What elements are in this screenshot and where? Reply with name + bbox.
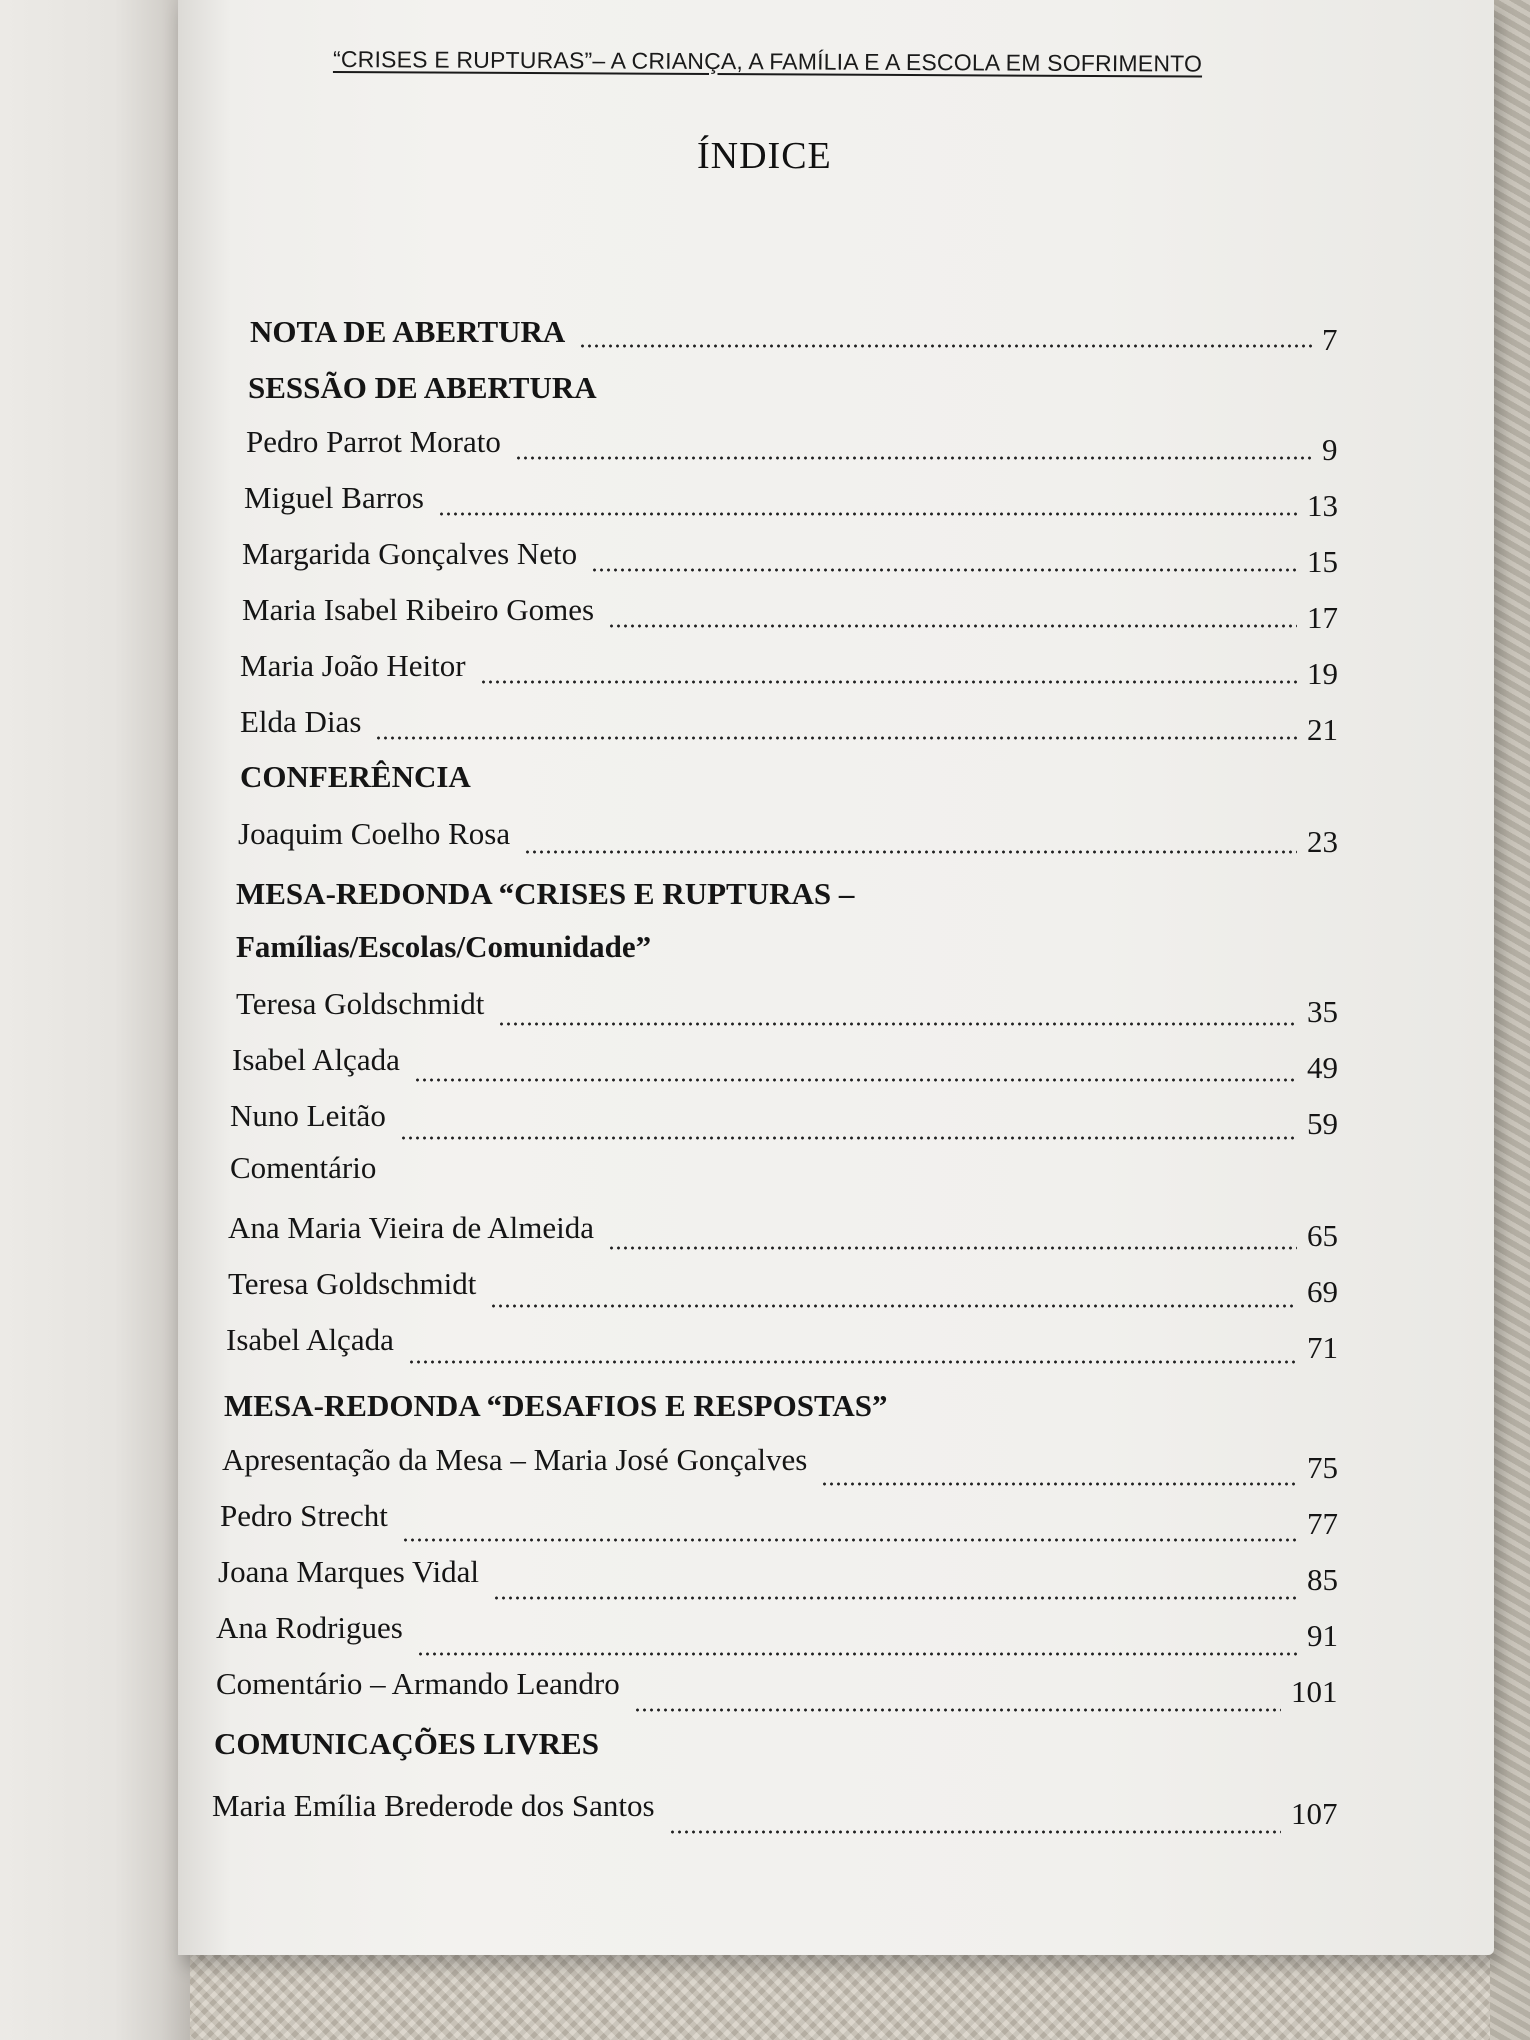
- toc-entry: [240, 702, 1338, 747]
- toc-entry-label: Ana Rodrigues: [216, 1610, 403, 1645]
- toc-entry-label: SESSÃO DE ABERTURA: [248, 370, 597, 405]
- toc-entry-page: 101: [1291, 1674, 1338, 1709]
- toc-entry-page: 75: [1307, 1450, 1338, 1485]
- toc-entry-label: Pedro Strecht: [220, 1498, 388, 1533]
- toc-entry-page: 7: [1322, 322, 1338, 357]
- dot-leader: [400, 1136, 1297, 1140]
- toc-entry: [216, 1664, 1338, 1709]
- toc-entry-label: Apresentação da Mesa – Maria José Gonçalves: [222, 1442, 808, 1477]
- dot-leader: [579, 344, 1312, 348]
- dot-leader: [608, 624, 1297, 628]
- dot-leader: [821, 1482, 1297, 1486]
- dot-leader: [417, 1652, 1297, 1656]
- toc-entry-page: 91: [1307, 1618, 1338, 1653]
- toc-entry-label: Teresa Goldschmidt: [236, 986, 485, 1021]
- toc-entry-page: 107: [1291, 1796, 1338, 1831]
- toc-entry: [226, 1320, 1338, 1365]
- toc-entry-page: 21: [1307, 712, 1338, 747]
- toc-entry-page: 49: [1307, 1050, 1338, 1085]
- dot-leader: [498, 1022, 1297, 1026]
- toc-entry-label: Famílias/Escolas/Comunidade”: [236, 929, 652, 964]
- toc-entry: [244, 478, 1338, 523]
- dot-leader: [490, 1304, 1297, 1308]
- toc-entry-page: 71: [1307, 1330, 1338, 1365]
- toc-entry-page: 15: [1307, 544, 1338, 579]
- toc-entry: [246, 422, 1338, 467]
- toc-entry-page: 17: [1307, 600, 1338, 635]
- toc-entry-label: CONFERÊNCIA: [240, 759, 471, 794]
- dot-leader: [493, 1596, 1297, 1600]
- toc-entry-page: 13: [1307, 488, 1338, 523]
- dot-leader: [402, 1538, 1297, 1542]
- toc-entry-page: 23: [1307, 824, 1338, 859]
- toc-entry: [220, 1496, 1338, 1541]
- toc-entry-page: 19: [1307, 656, 1338, 691]
- toc-entry: [238, 814, 1338, 859]
- toc-section-heading: [236, 927, 1296, 967]
- toc-entry: [228, 1208, 1338, 1253]
- toc-entry-label: Joaquim Coelho Rosa: [238, 816, 511, 851]
- toc-entry-page: 59: [1307, 1106, 1338, 1141]
- toc-entry: [212, 1786, 1338, 1831]
- toc-section-heading: [248, 368, 1308, 408]
- dot-leader: [634, 1708, 1281, 1712]
- toc-entry: [218, 1552, 1338, 1597]
- toc-entry-label: Margarida Gonçalves Neto: [242, 536, 578, 571]
- dot-leader: [480, 680, 1297, 684]
- toc-entry-label: Joana Marques Vidal: [218, 1554, 480, 1589]
- dot-leader: [524, 850, 1297, 854]
- toc-entry-label: MESA-REDONDA “DESAFIOS E RESPOSTAS”: [224, 1388, 888, 1423]
- dot-leader: [591, 568, 1297, 572]
- dot-leader: [438, 512, 1297, 516]
- toc-entry-label: Isabel Alçada: [232, 1042, 400, 1077]
- toc-entry-label: COMUNICAÇÕES LIVRES: [214, 1726, 599, 1761]
- page-title: ÍNDICE: [697, 135, 832, 177]
- toc-entry: [250, 312, 1338, 357]
- toc-subheading: [230, 1148, 1290, 1188]
- toc-entry: [242, 534, 1338, 579]
- toc-entry-label: Elda Dias: [240, 704, 362, 739]
- toc-entry: [232, 1040, 1338, 1085]
- toc-section-heading: [214, 1724, 1274, 1764]
- toc-entry-page: 9: [1322, 432, 1338, 467]
- toc-entry-label: Isabel Alçada: [226, 1322, 394, 1357]
- toc-entry: [222, 1440, 1338, 1485]
- toc-entry-page: 69: [1307, 1274, 1338, 1309]
- toc-entry-label: Pedro Parrot Morato: [246, 424, 501, 459]
- toc-entry-page: 77: [1307, 1506, 1338, 1541]
- toc-entry: [228, 1264, 1338, 1309]
- toc-entry-label: Miguel Barros: [244, 480, 424, 515]
- toc-entry-page: 35: [1307, 994, 1338, 1029]
- dot-leader: [515, 456, 1312, 460]
- toc-entry-label: Comentário: [230, 1150, 377, 1185]
- toc-entry-label: Ana Maria Vieira de Almeida: [228, 1210, 594, 1245]
- dot-leader: [669, 1830, 1281, 1834]
- toc-section-heading: [240, 757, 1300, 797]
- dot-leader: [414, 1078, 1297, 1082]
- toc-entry-page: 65: [1307, 1218, 1338, 1253]
- toc-entry: [216, 1608, 1338, 1653]
- toc-section-heading: [224, 1386, 1284, 1426]
- toc-entry-label: Teresa Goldschmidt: [228, 1266, 477, 1301]
- dot-leader: [608, 1246, 1297, 1250]
- toc-entry: [240, 646, 1338, 691]
- toc-entry-label: MESA-REDONDA “CRISES E RUPTURAS –: [236, 876, 855, 911]
- toc-entry-label: Nuno Leitão: [230, 1098, 386, 1133]
- running-head: “CRISES E RUPTURAS”– A CRIANÇA, A FAMÍLIA E A ESCOLA EM SOFRIMENTO: [332, 46, 1203, 77]
- toc-entry: [242, 590, 1338, 635]
- toc-entry-label: Maria Emília Brederode dos Santos: [212, 1788, 655, 1823]
- toc-entry: [230, 1096, 1338, 1141]
- dot-leader: [408, 1360, 1297, 1364]
- toc-entry-label: Maria Isabel Ribeiro Gomes: [242, 592, 595, 627]
- toc-entry: [236, 984, 1338, 1029]
- toc-section-heading: [236, 874, 1296, 914]
- dot-leader: [375, 736, 1297, 740]
- toc-entry-page: 85: [1307, 1562, 1338, 1597]
- toc-entry-label: Maria João Heitor: [240, 648, 466, 683]
- toc-entry-label: NOTA DE ABERTURA: [250, 314, 566, 349]
- toc-entry-label: Comentário – Armando Leandro: [216, 1666, 620, 1701]
